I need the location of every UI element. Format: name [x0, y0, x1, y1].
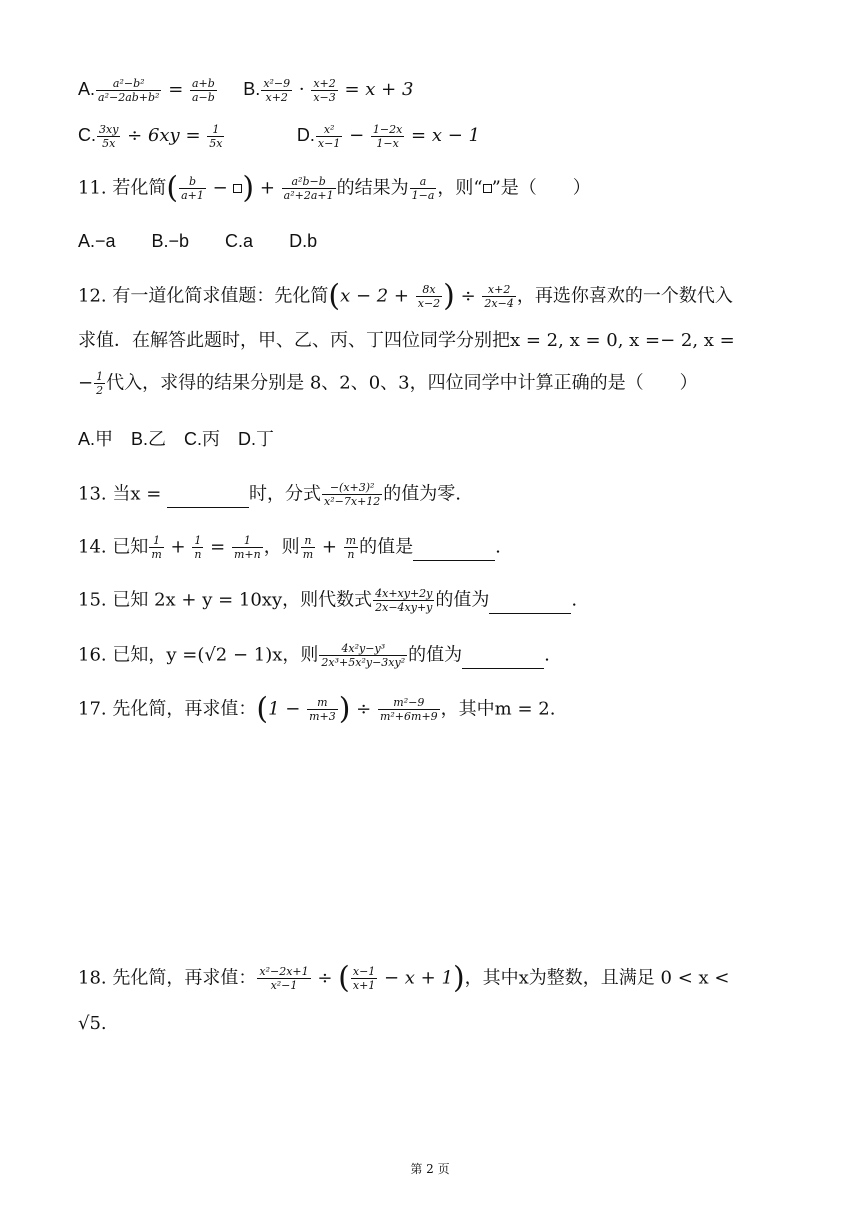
fraction: $\frac{m}{m+3}$: [309, 696, 336, 723]
fraction: $\frac{\text{4x²y−y³}}{\text{2x³+5x²y−3xy²}}$: [321, 642, 406, 669]
placeholder-square-icon: [483, 184, 492, 193]
option-c-d-line: C. $\frac{3xy}{5x}$ ÷ 6xy = $\frac{1}{5x}$ D. $\frac{\text{x²}}{x-1}$ − $\frac{1-2x}{1-x}$ = x − 1: [78, 122, 480, 150]
question-13: 13. 当x = 时，分式 $\frac{\text{−(x+3)²}}{\text{x²−7x+12}}$ 的值为零.: [78, 481, 462, 508]
question-12-line-1: 12. 有一道化简求值题：先化简(x − 2 + $\frac{8x}{x-2}$ ) ÷ $\frac{x+2}{2x-4}$ ，再选你喜欢的一个数代入: [78, 278, 733, 314]
fraction: $\frac{\text{a²−b²}}{\text{a²−2ab+b²}}$: [98, 76, 160, 104]
fraction: $\frac{m}{n}$: [345, 534, 357, 561]
fraction: $\frac{a+b}{a-b}$: [192, 76, 215, 104]
fraction: $\frac{x+2}{x-3}$: [313, 76, 336, 104]
fraction: $\frac{1}{5x}$: [209, 122, 223, 150]
fraction: $\frac{n}{m}$: [302, 534, 314, 561]
fraction: $\frac{\text{x²}}{x-1}$: [317, 122, 341, 150]
fraction: $\frac{\text{x²−9}}{x+2}$: [263, 76, 291, 104]
fraction: $\frac{\text{m²−9}}{\text{m²+6m+9}}$: [379, 696, 438, 723]
fraction: $\frac{\text{a²b−b}}{\text{a²+2a+1}}$: [283, 175, 334, 202]
fraction: $\frac{\text{−(x+3)²}}{\text{x²−7x+12}}$: [324, 481, 381, 508]
fraction: $\frac{1}{2}$: [96, 370, 104, 397]
fraction: $\frac{x+2}{2x-4}$: [484, 283, 514, 310]
fraction: $\frac{1}{n}$: [194, 534, 202, 561]
option-a-b-line: A. $\frac{\text{a²−b²}}{\text{a²−2ab+b²}}$ = $\frac{a+b}{a-b}$ B. $\frac{\text{x²−9}}{x+2}$ · $\frac{x+2}{x-3}$ = x + 3: [78, 76, 414, 104]
question-16: 16. 已知，y =(√2 − 1)x，则 $\frac{\text{4x²y−y³}}{\text{2x³+5x²y−3xy²}}$ 的值为 .: [78, 642, 550, 669]
fraction: $\frac{3xy}{5x}$: [99, 122, 119, 150]
question-18-line-1: 18. 先化简，再求值： $\frac{\text{x²−2x+1}}{\text{x²−1}}$ ÷ ( $\frac{x-1}{x+1}$ − x + 1)，其中x为整数，且满足 0 < x <: [78, 960, 730, 996]
question-18-line-2: √5.: [78, 1013, 107, 1034]
fraction: $\frac{b}{a+1}$: [181, 175, 204, 202]
answer-blank[interactable]: [462, 650, 544, 669]
fraction: $\frac{1-2x}{1-x}$: [372, 122, 403, 150]
answer-blank[interactable]: [489, 595, 571, 614]
question-12-line-2: 求值．在解答此题时，甲、乙、丙、丁四位同学分别把x = 2, x = 0, x =− 2, x =: [78, 330, 735, 351]
fraction: $\frac{a}{1-a}$: [411, 175, 435, 202]
question-15: 15. 已知 2x + y = 10xy，则代数式 $\frac{4x+xy+2y}{2x-4xy+y}$ 的值为 .: [78, 587, 578, 614]
fraction: $\frac{8x}{x-2}$: [417, 283, 441, 310]
fraction: $\frac{4x+xy+2y}{2x-4xy+y}$: [375, 587, 433, 614]
question-17: 17. 先化简，再求值：(1 − $\frac{m}{m+3}$ ) ÷ $\frac{\text{m²−9}}{\text{m²+6m+9}}$ ，其中m = 2.: [78, 691, 556, 727]
fraction: $\frac{1}{m}$: [151, 534, 162, 561]
question-12-options: A.甲 B.乙 C.丙 D.丁: [78, 429, 275, 449]
question-11-options: A.−a B.−b C.a D.b: [78, 231, 318, 251]
question-12-line-3: − $\frac{1}{2}$ 代入，求得的结果分别是 8、2、0、3，四位同学中计算正确的是（ ）: [78, 370, 698, 397]
answer-blank[interactable]: [167, 489, 249, 508]
fraction: $\frac{x-1}{x+1}$: [352, 965, 376, 992]
answer-blank[interactable]: [413, 542, 495, 561]
page-number: 第 2 页: [410, 1162, 450, 1176]
fraction: $\frac{1}{m+n}$: [233, 534, 261, 561]
question-11: 11. 若化简( $\frac{b}{a+1}$ − ) + $\frac{\text{a²b−b}}{\text{a²+2a+1}}$ 的结果为 $\frac{a}{1-a}$ ，则“ ”是（ ）: [78, 170, 591, 206]
fraction: $\frac{\text{x²−2x+1}}{\text{x²−1}}$: [259, 965, 309, 992]
question-14: 14. 已知 $\frac{1}{m}$ + $\frac{1}{n}$ = $\frac{1}{m+n}$ ，则 $\frac{n}{m}$ + $\frac{m}{n}$ 的值是 .: [78, 534, 501, 561]
